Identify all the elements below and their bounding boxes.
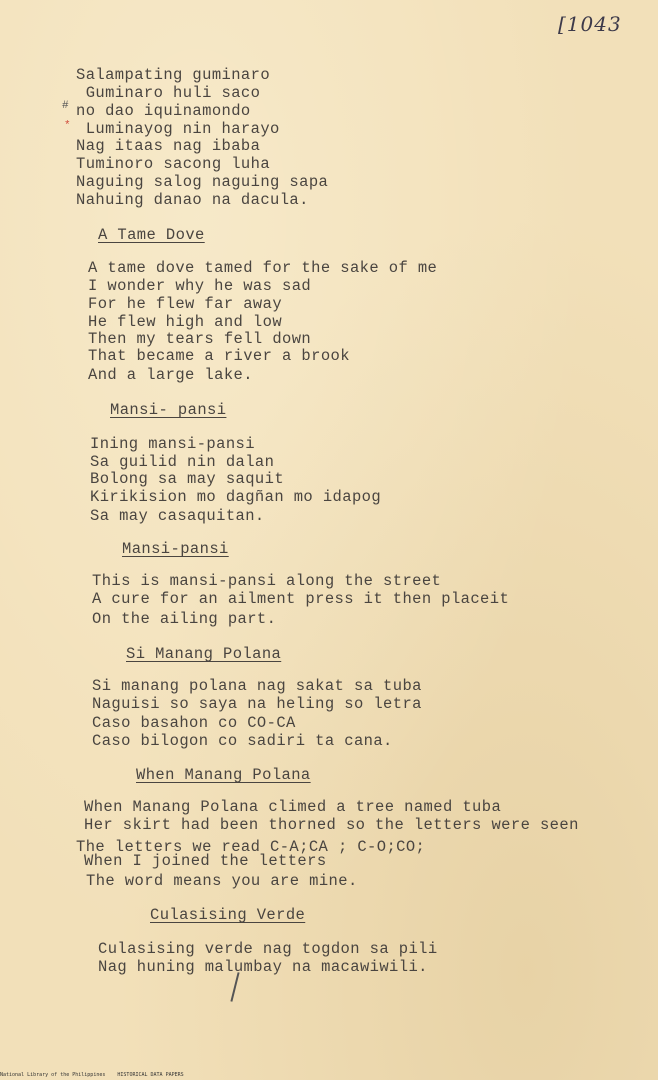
verse-line: no dao iquinamondo [76, 102, 251, 120]
verse-line: Caso basahon co CO-CA [92, 714, 296, 732]
verse-line: Naguing salog naguing sapa [76, 173, 329, 191]
pen-stroke-mark [230, 972, 239, 1002]
verse-line: For he flew far away [88, 295, 283, 313]
verse-line: Her skirt had been thorned so the letters were seen [84, 816, 579, 834]
archive-footer: National Library of the Philippines HISTORICAL DATA PAPERS [0, 1072, 184, 1078]
verse-line: The word means you are mine. [86, 872, 358, 890]
verse-line: Luminayog nin harayo [76, 120, 280, 138]
verse-line: Guminaro huli saco [76, 84, 261, 102]
verse-line: The letters we read C-A;CA ; C-O;CO; [76, 838, 426, 856]
section-title: Mansi- pansi [110, 401, 227, 419]
margin-mark-red: * [64, 120, 71, 132]
section-title: Si Manang Polana [126, 645, 282, 663]
verse-line: Then my tears fell down [88, 330, 312, 348]
section-title: A Tame Dove [98, 226, 205, 244]
margin-mark-hash: # [62, 100, 69, 112]
section-title: When Manang Polana [136, 766, 311, 784]
verse-line: That became a river a brook [88, 347, 350, 365]
verse-line: This is mansi-pansi along the street [92, 572, 442, 590]
verse-line: Sa guilid nin dalan [90, 453, 275, 471]
verse-line: When I joined the letters [84, 852, 327, 870]
section-title: Mansi-pansi [122, 540, 229, 558]
section-title: Culasising Verde [150, 906, 306, 924]
verse-line: I wonder why he was sad [88, 277, 312, 295]
verse-line: Nag itaas nag ibaba [76, 137, 261, 155]
verse-line: Nahuing danao na dacula. [76, 191, 309, 209]
verse-line: A tame dove tamed for the sake of me [88, 259, 438, 277]
page-folio-number: [1043 [558, 12, 622, 36]
verse-line: Si manang polana nag sakat sa tuba [92, 677, 422, 695]
verse-line: Naguisi so saya na heling so letra [92, 695, 422, 713]
verse-line: On the ailing part. [92, 610, 277, 628]
verse-line: And a large lake. [88, 366, 253, 384]
verse-line: Salampating guminaro [76, 66, 271, 84]
verse-line: Caso bilogon co sadiri ta cana. [92, 732, 393, 750]
verse-line: Nag huning malumbay na macawiwili. [98, 958, 428, 976]
verse-line: He flew high and low [88, 313, 283, 331]
verse-line: Tuminoro sacong luha [76, 155, 271, 173]
verse-line: A cure for an ailment press it then placeit [92, 590, 510, 608]
verse-line: Kirikision mo dagñan mo idapog [90, 488, 382, 506]
verse-line: Ining mansi-pansi [90, 435, 255, 453]
verse-line: Culasising verde nag togdon sa pili [98, 940, 438, 958]
verse-line: Sa may casaquitan. [90, 507, 265, 525]
verse-line: When Manang Polana climed a tree named tuba [84, 798, 502, 816]
verse-line: Bolong sa may saquit [90, 470, 285, 488]
